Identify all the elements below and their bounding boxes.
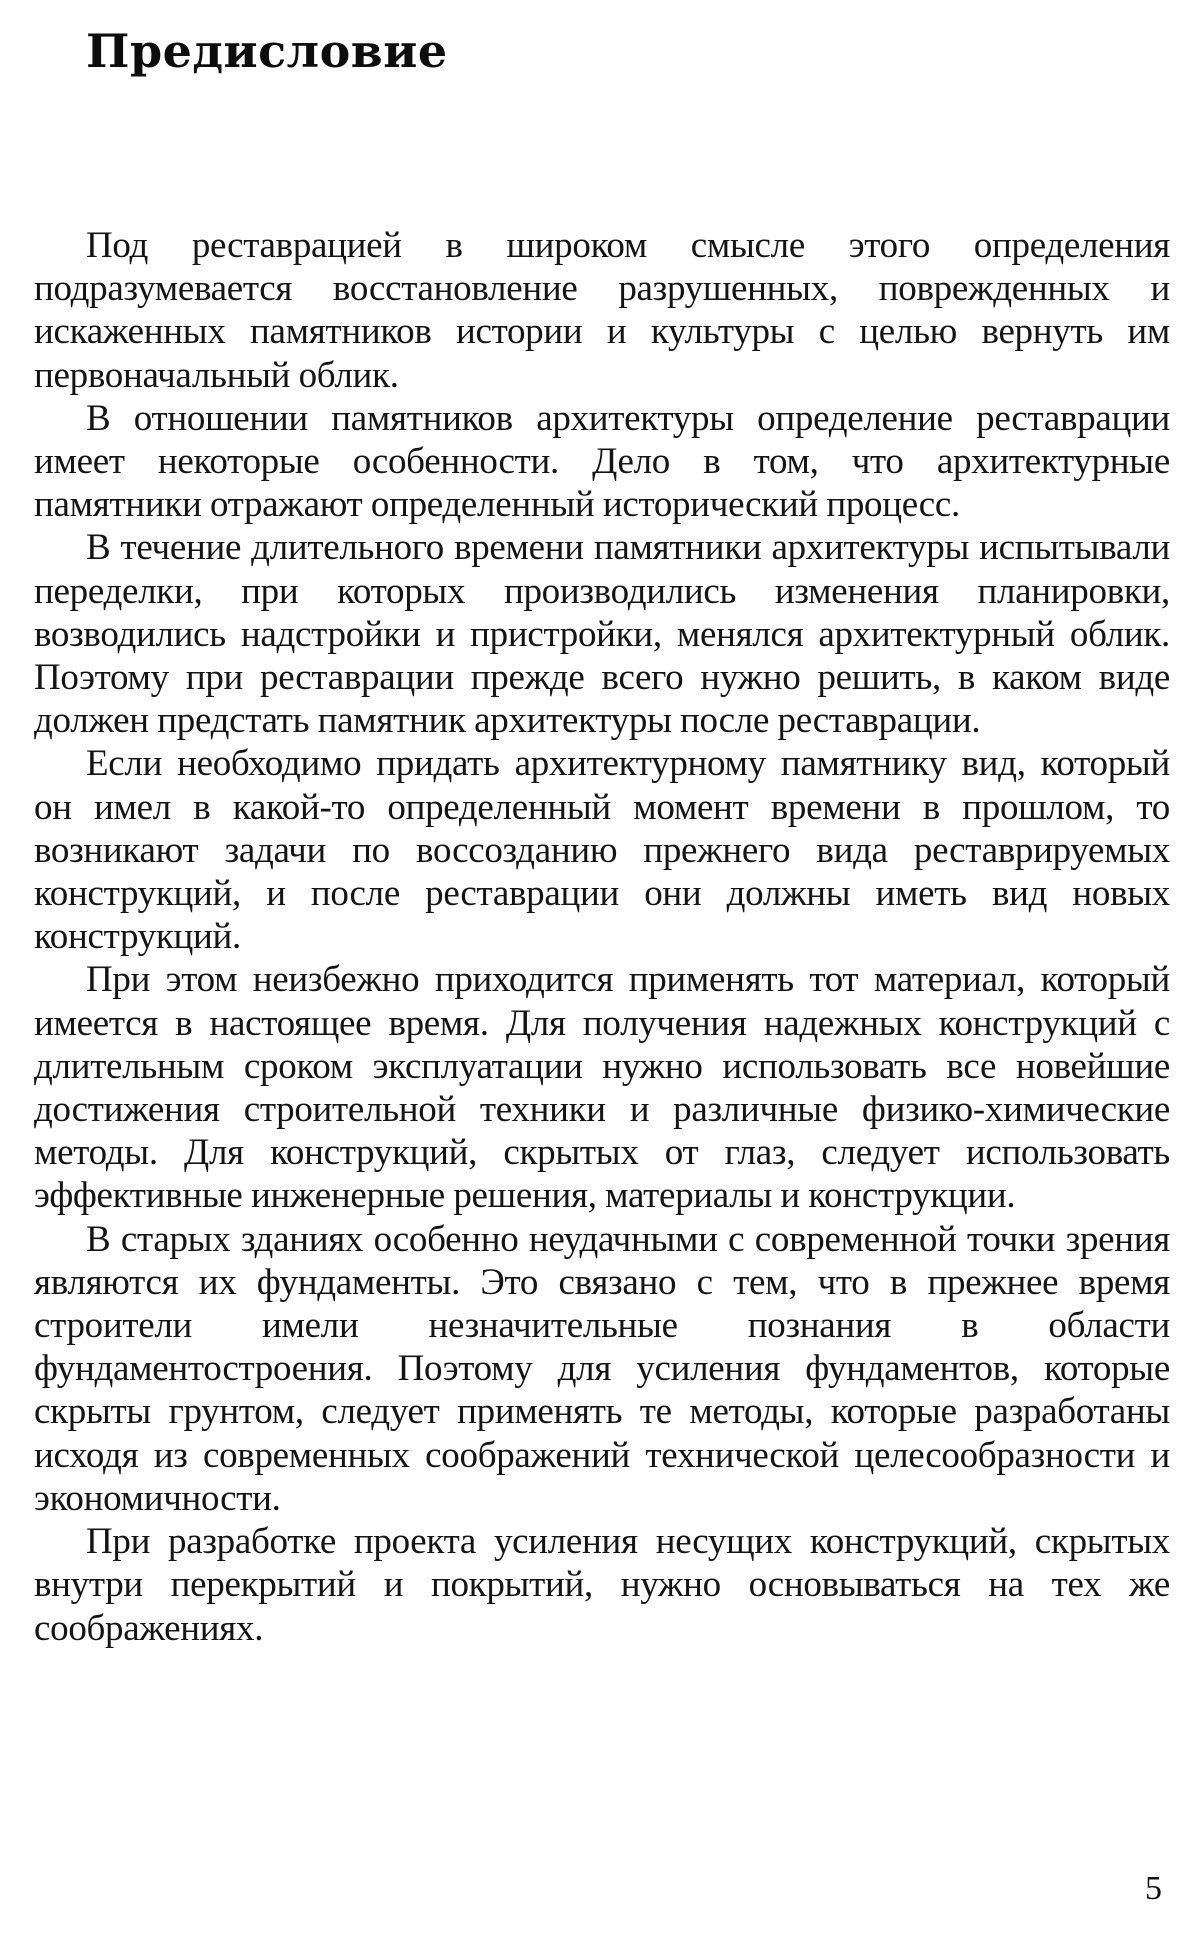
paragraph: При разработке проекта усиления несущих конструкций, скрытых внутри перекрытий и покрытий, нужно основываться на тех же соображениях. bbox=[34, 1521, 1170, 1649]
paragraph: В старых зданиях особенно неудачными с современной точки зрения являются их фундаменты. Это связано с тем, что в прежнее время строители имели незначительные познания в области фундаментостроения. Поэтому для усиления фундаментов, которые скрыты грунтом, следует применять те методы, которые разработаны исходя из современных соображений технической целесообразности и экономичности. bbox=[34, 1218, 1170, 1519]
paragraph: Если необходимо придать архитектурному памятнику вид, который он имел в какой-то определенный момент времени в прошлом, то возникают задачи по воссозданию прежнего вида реставрируемых конструкций, и после реставрации они должны иметь вид новых конструкций. bbox=[34, 743, 1170, 958]
page-title: Предисловие bbox=[86, 24, 448, 78]
body-text bbox=[34, 224, 1170, 1650]
paragraph: В течение длительного времени памятники архитектуры испытывали переделки, при которых производились изменения планировки, возводились надстройки и пристройки, менялся архитектурный облик. Поэтому при реставрации прежде всего нужно решить, в каком виде должен предстать памятник архитектуры после реставрации. bbox=[34, 527, 1170, 742]
paragraph: При этом неизбежно приходится применять тот материал, который имеется в настоящее время. Для получения надежных конструкций с длительным сроком эксплуатации нужно использовать все новейшие достижения строительной техники и различные физико-химические методы. Для конструкций, скрытых от глаз, следует использовать эффективные инженерные решения, материалы и конструкции. bbox=[34, 959, 1170, 1217]
paragraph: В отношении памятников архитектуры определение реставрации имеет некоторые особенности. Дело в том, что архитектурные памятники отражают определенный исторический процесс. bbox=[34, 397, 1170, 526]
paragraph: Под реставрацией в широком смысле этого определения подразумевается восстановление разрушенных, поврежденных и искаженных памятников истории и культуры с целью вернуть им первоначальный облик. bbox=[34, 225, 1170, 396]
page-number: 5 bbox=[1145, 1870, 1162, 1907]
